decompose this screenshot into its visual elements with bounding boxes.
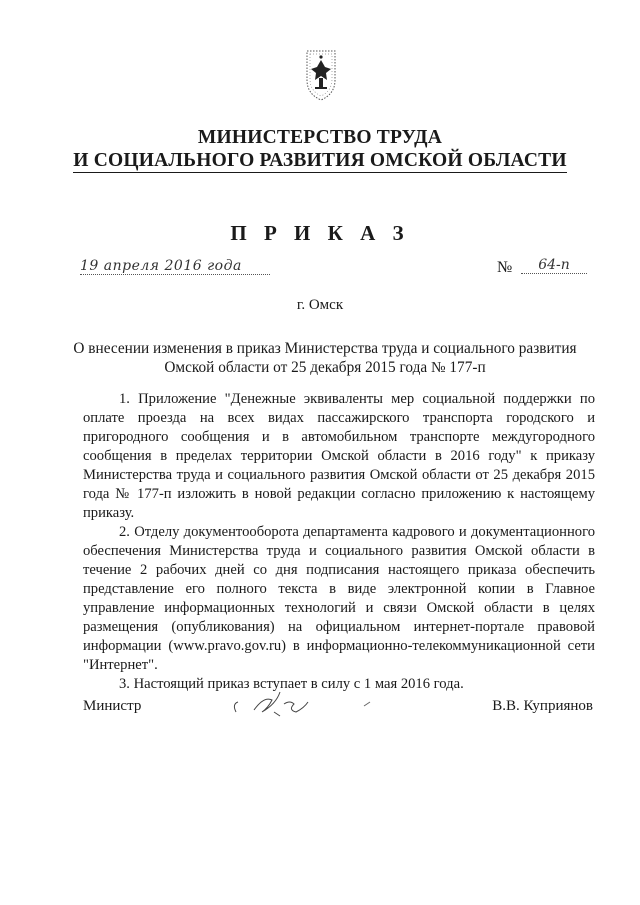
number-label: № — [497, 259, 513, 276]
ministry-name-line2: И СОЦИАЛЬНОГО РАЗВИТИЯ ОМСКОЙ ОБЛАСТИ — [73, 150, 567, 171]
ministry-name-line1: МИНИСТЕРСТВО ТРУДА — [197, 127, 443, 148]
handwritten-date: 19 апреля 2016 года — [80, 258, 270, 275]
order-subject: О внесении изменения в приказ Министерства труда и социального развития Омской области от 25 декабря 2015 года № 177-п — [73, 340, 577, 376]
signer-name: В.В. Куприянов — [492, 698, 593, 714]
paragraph-2: 2. Отделу документооборота департамента кадрового и документационного обеспечения Министерства труда и социального развития Омской области в течение 2 рабочих дней со дня подписания настоящего приказа обеспечить представление его полного текста в виде электронной копии в Главное управление информационных технологий и связи Омской области в целях размещения (опубликования) на официальном интернет-портале правовой информации (www.pravo.gov.ru) в информационно-телекоммуникационной сети "Интернет". — [83, 524, 595, 673]
city-name: г. Омск — [296, 297, 344, 313]
order-body — [83, 390, 595, 694]
handwritten-number: 64-п — [521, 257, 587, 274]
document-type-title: П Р И К А З — [230, 221, 410, 245]
paragraph-3: 3. Настоящий приказ вступает в силу с 1 мая 2016 года. — [119, 676, 464, 692]
omsk-coat-of-arms-icon — [301, 48, 341, 102]
signature-block — [0, 698, 640, 728]
paragraph-1: 1. Приложение "Денежные эквиваленты мер социальной поддержки по оплате проезда на всех видах пассажирского транспорта городского и пригородного сообщения и в автомобильном транспорте междугородного сообщения в пределах территории Омской области в 2016 году" к приказу Министерства труда и социального развития Омской области от 25 декабря 2015 года № 177-п изложить в новой редакции согласно приложению к настоящему приказу. — [83, 391, 595, 521]
coat-of-arms-emblem — [301, 48, 341, 102]
handwritten-signature-icon — [224, 682, 384, 732]
signer-title: Министр — [83, 698, 142, 714]
